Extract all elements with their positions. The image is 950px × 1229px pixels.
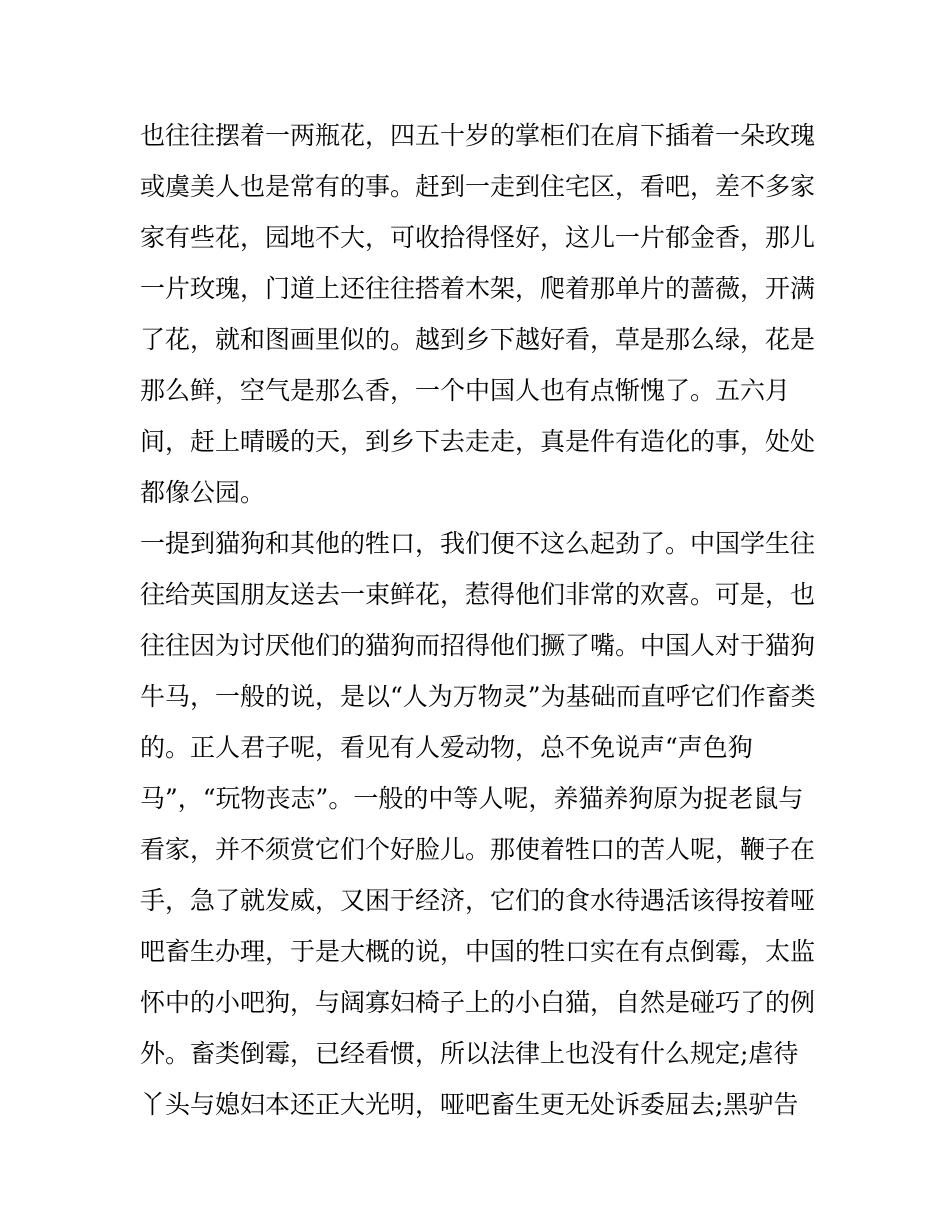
text-line: 吧畜生办理，于是大概的说，中国的牲口实在有点倒霉，太监 <box>140 937 816 966</box>
text-line: 或虞美人也是常有的事。赶到一走到住宅区，看吧，差不多家 <box>140 172 816 201</box>
text-line: 丫头与媳妇本还正大光明，哑吧畜生更无处诉委屈去;黑驴告 <box>140 1090 799 1119</box>
text-line: 家有些花，园地不大，可收拾得怪好，这儿一片郁金香，那儿 <box>140 223 816 252</box>
text-line: 手，急了就发威，又困于经济，它们的食水待遇活该得按着哑 <box>140 886 816 915</box>
text-line: 外。畜类倒霉，已经看惯，所以法律上也没有什么规定;虐待 <box>140 1039 799 1068</box>
text-line: 间，赶上晴暖的天，到乡下去走走，真是件有造化的事，处处 <box>140 427 816 456</box>
text-line: 怀中的小吧狗，与阔寡妇椅子上的小白猫，自然是碰巧了的例 <box>140 988 816 1017</box>
text-line: 都像公园。 <box>140 478 266 507</box>
text-line: 往给英国朋友送去一束鲜花，惹得他们非常的欢喜。可是，也 <box>140 580 816 609</box>
text-line: 马”，“玩物丧志”。一般的中等人呢，养猫养狗原为捉老鼠与 <box>140 784 804 813</box>
text-line: 了花，就和图画里似的。越到乡下越好看，草是那么绿，花是 <box>140 325 816 354</box>
text-line: 一片玫瑰，门道上还往往搭着木架，爬着那单片的蔷薇，开满 <box>140 274 816 303</box>
text-line: 也往往摆着一两瓶花，四五十岁的掌柜们在肩下插着一朵玫瑰 <box>140 121 816 150</box>
text-line: 的。正人君子呢，看见有人爱动物，总不免说声“声色狗 <box>140 733 753 762</box>
text-line: 牛马，一般的说，是以“人为万物灵”为基础而直呼它们作畜类 <box>140 682 816 711</box>
body-text <box>140 110 820 1130</box>
text-line: 那么鲜，空气是那么香，一个中国人也有点惭愧了。五六月 <box>140 376 791 405</box>
text-line: 往往因为讨厌他们的猫狗而招得他们撅了嘴。中国人对于猫狗 <box>140 631 816 660</box>
text-line: 一提到猫狗和其他的牲口，我们便不这么起劲了。中国学生往 <box>140 529 816 558</box>
text-line: 看家，并不须赏它们个好脸儿。那使着牲口的苦人呢，鞭子在 <box>140 835 816 864</box>
